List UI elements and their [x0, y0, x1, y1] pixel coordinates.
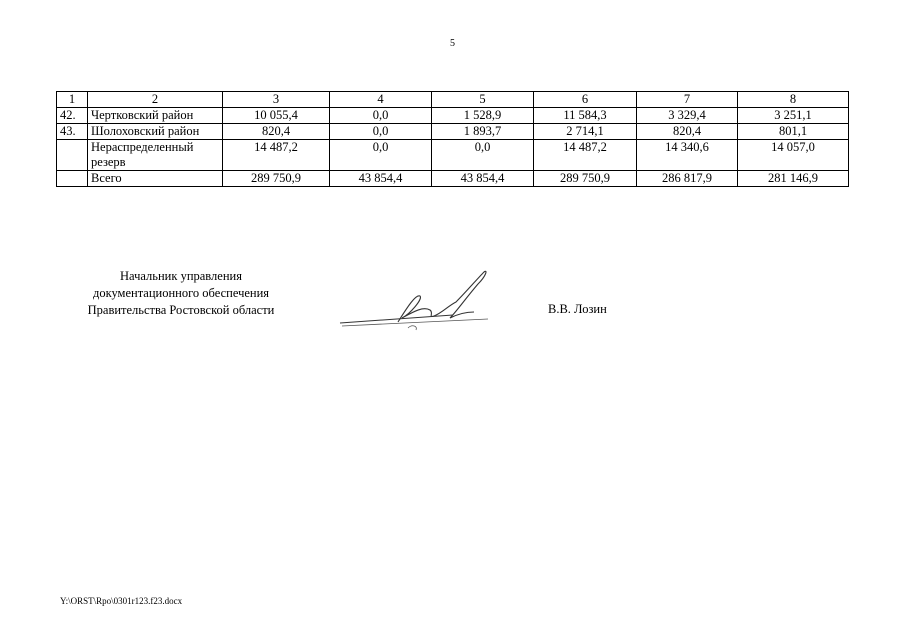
- row-index: [57, 171, 88, 187]
- table-cell: 1 528,9: [432, 108, 534, 124]
- table-cell: 2 714,1: [534, 124, 637, 140]
- row-index: [57, 140, 88, 171]
- signatory-title-line: Начальник управления: [120, 269, 242, 283]
- header-cell: 7: [637, 92, 738, 108]
- header-cell: 2: [88, 92, 223, 108]
- header-cell: 3: [223, 92, 330, 108]
- data-table: [56, 91, 849, 187]
- table-cell: 0,0: [330, 108, 432, 124]
- row-name: Чертковский район: [88, 108, 223, 124]
- row-name: Нераспределенный резерв: [88, 140, 223, 171]
- table-cell: 11 584,3: [534, 108, 637, 124]
- table-cell: 286 817,9: [637, 171, 738, 187]
- signatory-title: [56, 268, 306, 319]
- table-cell: 281 146,9: [738, 171, 849, 187]
- row-name: Всего: [88, 171, 223, 187]
- table-cell: 3 329,4: [637, 108, 738, 124]
- table-row: [57, 124, 849, 140]
- table-cell: 3 251,1: [738, 108, 849, 124]
- header-cell: 5: [432, 92, 534, 108]
- page-number: 5: [450, 38, 455, 49]
- table-cell: 289 750,9: [223, 171, 330, 187]
- table-cell: 0,0: [330, 124, 432, 140]
- signatory-title-line: документационного обеспечения: [92, 286, 270, 300]
- table-cell: 289 750,9: [534, 171, 637, 187]
- header-cell: 4: [330, 92, 432, 108]
- table-cell: 10 055,4: [223, 108, 330, 124]
- row-name: Шолоховский район: [88, 124, 223, 140]
- table-cell: 14 487,2: [534, 140, 637, 171]
- table-cell: 0,0: [432, 140, 534, 171]
- table-row: [57, 140, 849, 171]
- table-cell: 820,4: [223, 124, 330, 140]
- table-cell: 801,1: [738, 124, 849, 140]
- table-cell: 0,0: [330, 140, 432, 171]
- table-row-total: [57, 171, 849, 187]
- table-cell: 1 893,7: [432, 124, 534, 140]
- table-header-row: [57, 92, 849, 108]
- table-cell: 43 854,4: [330, 171, 432, 187]
- table-row: [57, 108, 849, 124]
- table-cell: 820,4: [637, 124, 738, 140]
- header-cell: 1: [57, 92, 88, 108]
- table-cell: 14 057,0: [738, 140, 849, 171]
- header-cell: 8: [738, 92, 849, 108]
- row-index: 43.: [57, 124, 88, 140]
- header-cell: 6: [534, 92, 637, 108]
- table-cell: 43 854,4: [432, 171, 534, 187]
- table-cell: 14 487,2: [223, 140, 330, 171]
- file-path-footer: Y:\ORST\Rpo\0301r123.f23.docx: [60, 596, 183, 606]
- handwritten-signature: [338, 266, 498, 336]
- table-cell: 14 340,6: [637, 140, 738, 171]
- signatory-name: В.В. Лозин: [548, 302, 607, 316]
- row-index: 42.: [57, 108, 88, 124]
- signatory-title-line: Правительства Ростовской области: [87, 303, 275, 317]
